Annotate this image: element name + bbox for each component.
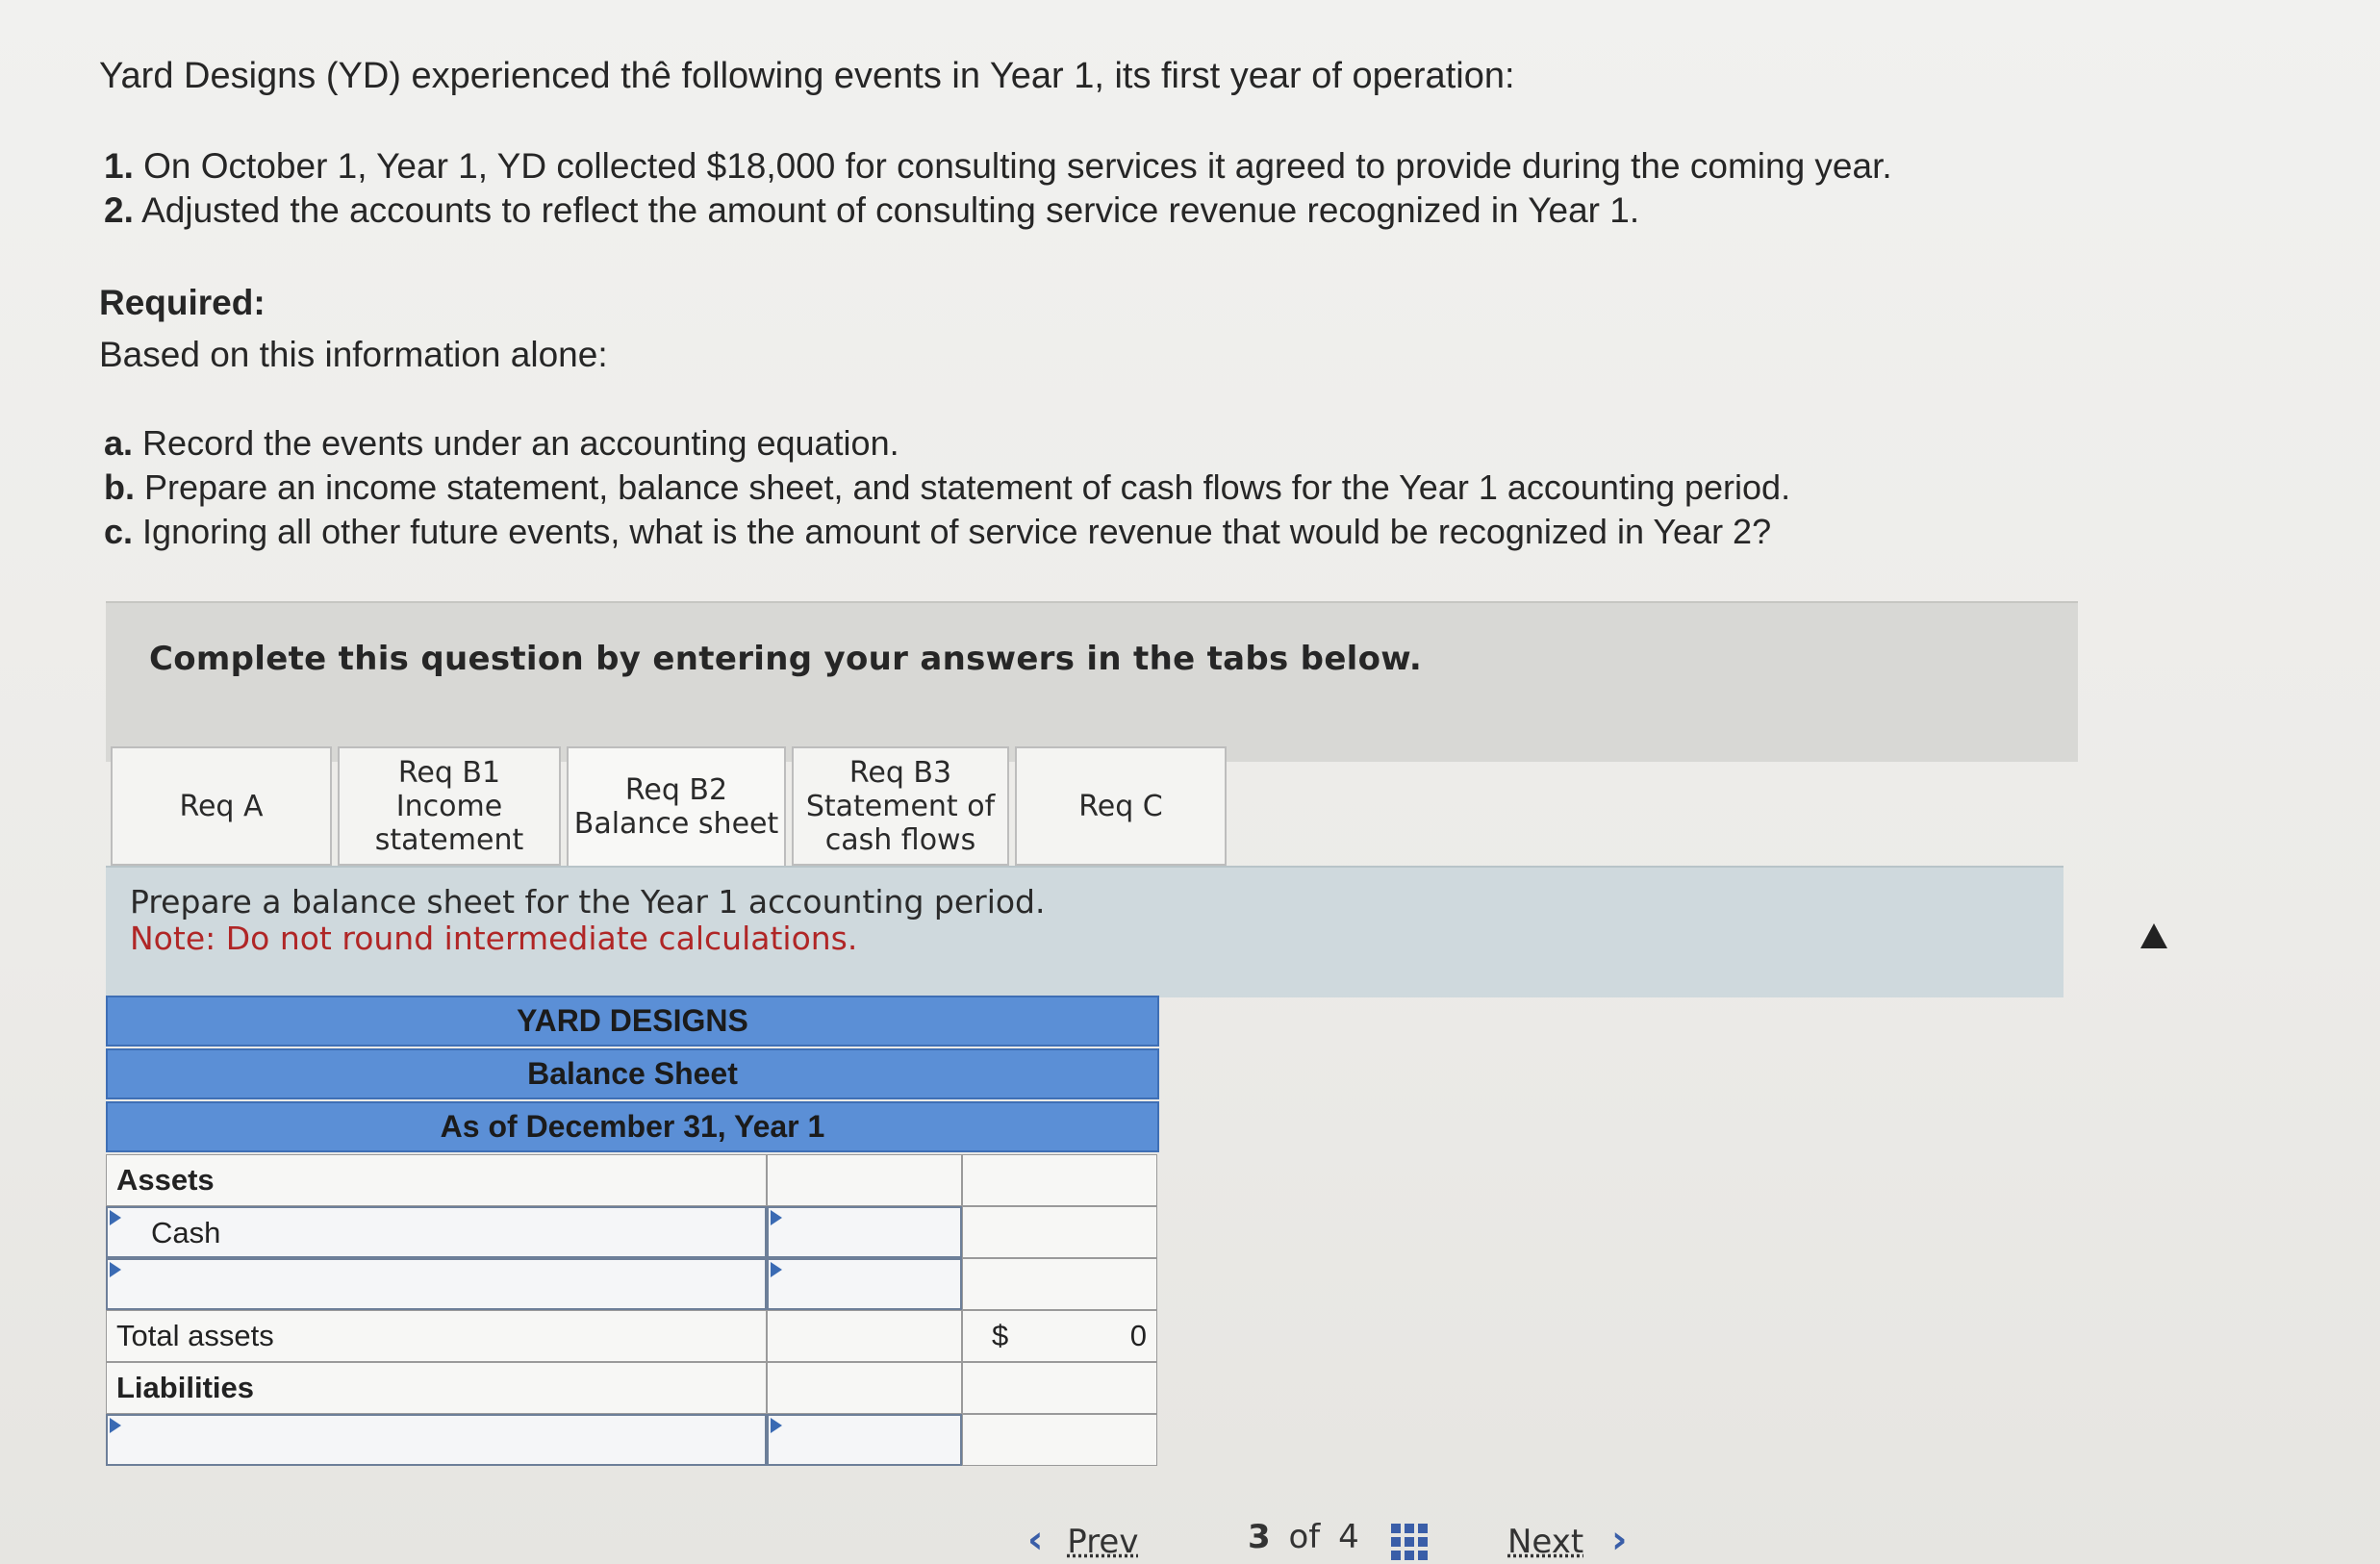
tab-req-b3[interactable] <box>792 746 1009 866</box>
required-label: Required: <box>99 283 266 322</box>
tab-label-line2: Balance sheet <box>573 807 779 841</box>
required-text: Based on this information alone: <box>99 335 608 374</box>
assets-label: Assets <box>106 1154 767 1206</box>
table-row-liabilities <box>106 1362 1159 1414</box>
mouse-cursor-icon <box>2140 923 2167 948</box>
next-button[interactable] <box>1507 1518 1628 1562</box>
tab-req-a[interactable] <box>111 746 332 866</box>
liabilities-amount-cell <box>767 1362 962 1414</box>
req-tabs <box>111 746 1232 866</box>
page-of: of <box>1288 1518 1321 1556</box>
dropdown-marker-icon <box>110 1418 121 1433</box>
statement-date: As of December 31, Year 1 <box>106 1101 1159 1152</box>
asset-amount-input[interactable] <box>767 1258 962 1310</box>
table-row-blank-asset <box>106 1258 1159 1310</box>
event-item-1 <box>104 146 1892 187</box>
requirement-text: Record the events under an accounting equation. <box>142 423 899 463</box>
page-total: 4 <box>1338 1518 1359 1556</box>
company-name: YARD DESIGNS <box>106 996 1159 1047</box>
cash-label: Cash <box>151 1216 221 1249</box>
total-assets-label: Total assets <box>106 1310 767 1362</box>
total-assets-amount-cell <box>767 1310 962 1362</box>
input-marker-icon <box>771 1210 782 1225</box>
page-current: 3 <box>1248 1518 1271 1556</box>
tab-req-b2[interactable] <box>567 746 786 866</box>
tab-label: Req B2 <box>624 773 728 807</box>
table-row-blank-liability <box>106 1414 1159 1466</box>
tab-label-line3: statement <box>374 822 524 857</box>
next-label: Next <box>1507 1523 1584 1561</box>
complete-banner-text: Complete this question by entering your answers in the tabs below. <box>149 640 1423 678</box>
requirement-item-c <box>104 512 1771 552</box>
tab-label: Req B3 <box>848 755 952 790</box>
currency-symbol: $ <box>992 1319 1009 1352</box>
chevron-right-icon: › <box>1611 1518 1628 1562</box>
requirement-item-b <box>104 467 1790 508</box>
tab-req-c[interactable] <box>1015 746 1227 866</box>
instructions-text: Prepare a balance sheet for the Year 1 accounting period. <box>130 883 1046 921</box>
tab-label: Req C <box>1078 789 1163 823</box>
instructions-note: Note: Do not round intermediate calculations. <box>130 920 858 957</box>
cash-total-cell <box>962 1206 1157 1258</box>
tab-label-line2: Income <box>395 789 503 823</box>
requirement-text: Ignoring all other future events, what is the amount of service revenue that would be recognized in Year 2? <box>142 512 1772 551</box>
dropdown-marker-icon <box>110 1210 121 1225</box>
event-text: Adjusted the accounts to reflect the amount of consulting service revenue recognized in Year 1. <box>141 190 1640 230</box>
liability-total-cell <box>962 1414 1157 1466</box>
asset-account-field[interactable] <box>106 1258 767 1310</box>
event-number: 1. <box>104 146 134 186</box>
page-indicator <box>1248 1518 1359 1556</box>
grid-menu-icon[interactable] <box>1391 1524 1428 1560</box>
assets-amount-cell <box>767 1154 962 1206</box>
table-row-total-assets <box>106 1310 1159 1362</box>
prev-label: Prev <box>1067 1523 1139 1561</box>
chevron-left-icon: ‹ <box>1027 1518 1044 1562</box>
event-item-2 <box>104 190 1639 231</box>
tab-label: Req A <box>179 789 264 823</box>
event-text: On October 1, Year 1, YD collected $18,000 for consulting services it agreed to provide during the coming year. <box>143 146 1892 186</box>
tab-label-line3: cash flows <box>824 822 976 857</box>
liabilities-label: Liabilities <box>106 1362 767 1414</box>
input-marker-icon <box>771 1262 782 1277</box>
dropdown-marker-icon <box>110 1262 121 1277</box>
requirement-item-a <box>104 423 899 464</box>
table-row-cash <box>106 1206 1159 1258</box>
input-marker-icon <box>771 1418 782 1433</box>
cash-account-field[interactable] <box>106 1206 767 1258</box>
assets-total-cell <box>962 1154 1157 1206</box>
problem-intro: Yard Designs (YD) experienced thê following events in Year 1, its first year of operation: <box>99 56 1515 96</box>
asset-total-cell <box>962 1258 1157 1310</box>
total-assets-value: 0 <box>1129 1319 1147 1352</box>
liability-amount-input[interactable] <box>767 1414 962 1466</box>
prev-button[interactable] <box>1027 1518 1138 1562</box>
liabilities-total-cell <box>962 1362 1157 1414</box>
tab-label-line2: Statement of <box>805 789 996 823</box>
event-number: 2. <box>104 190 134 230</box>
liability-account-field[interactable] <box>106 1414 767 1466</box>
requirement-letter: c. <box>104 512 134 551</box>
table-row-assets <box>106 1154 1159 1206</box>
tab-req-b1[interactable] <box>338 746 561 866</box>
requirement-letter: a. <box>104 423 134 463</box>
complete-banner <box>106 601 2078 762</box>
requirement-letter: b. <box>104 467 135 507</box>
total-assets-value-cell <box>962 1310 1157 1362</box>
statement-title: Balance Sheet <box>106 1048 1159 1099</box>
cash-amount-input[interactable] <box>767 1206 962 1258</box>
requirement-text: Prepare an income statement, balance sheet, and statement of cash flows for the Year 1 accounting period. <box>144 467 1791 507</box>
tab-label: Req B1 <box>397 755 501 790</box>
